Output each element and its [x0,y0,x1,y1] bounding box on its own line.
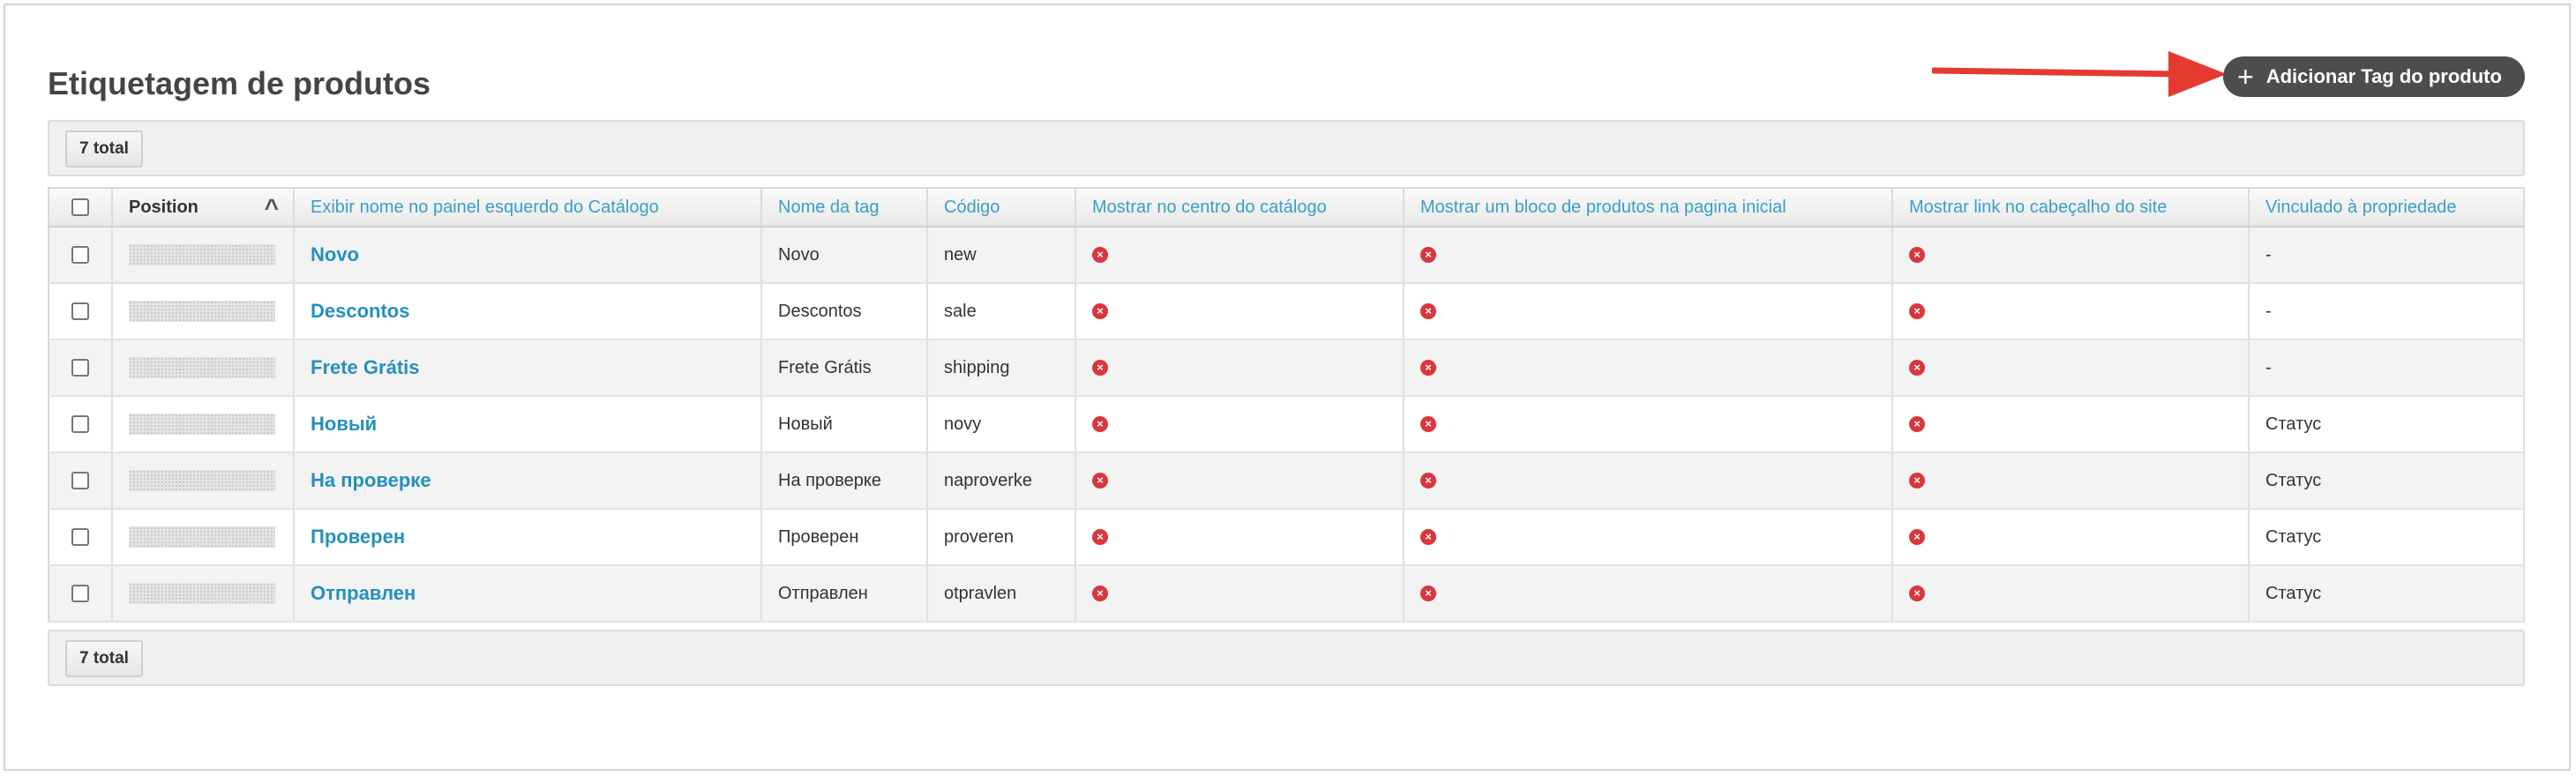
show-block-cell [1404,396,1892,452]
show-block-cell [1404,283,1892,340]
table-row [49,340,2524,396]
x-circle-icon[interactable]: × [1909,360,1925,376]
drag-handle-cell [112,283,294,340]
linked-property-cell: Статус [2249,452,2524,509]
show-center-cell [1075,283,1404,340]
row-checkbox[interactable] [71,472,89,489]
x-circle-icon[interactable]: × [1909,529,1925,545]
bottom-summary-bar [48,630,2525,686]
show-block-cell [1404,565,1892,622]
x-circle-icon[interactable]: × [1420,360,1436,376]
linked-property-cell: Статус [2249,396,2524,452]
column-show-block[interactable]: Mostrar um bloco de produtos na pagina inicial [1404,188,1892,227]
tag-display-link[interactable]: Descontos [311,300,410,322]
x-circle-icon[interactable]: × [1420,586,1436,601]
tag-display-link[interactable]: Отправлен [311,582,416,604]
show-center-cell [1075,452,1404,509]
column-linked-property[interactable]: Vinculado à propriedade [2249,188,2524,227]
tag-name-cell: Новый [761,396,927,452]
show-center-cell [1075,565,1404,622]
drag-handle[interactable] [129,244,275,265]
display-name-cell [294,452,761,509]
column-position[interactable] [112,188,294,227]
row-select-cell [49,509,112,565]
drag-handle-cell [112,509,294,565]
row-checkbox[interactable] [71,415,89,433]
display-name-cell [294,565,761,622]
row-checkbox[interactable] [71,359,89,377]
show-center-cell [1075,396,1404,452]
linked-property-cell: - [2249,340,2524,396]
drag-handle-cell [112,565,294,622]
x-circle-icon[interactable]: × [1092,416,1108,432]
drag-handle[interactable] [129,526,275,548]
x-circle-icon[interactable]: × [1420,529,1436,545]
code-cell: proveren [927,509,1075,565]
x-circle-icon[interactable]: × [1420,303,1436,319]
row-checkbox[interactable] [71,528,89,546]
table-row [49,396,2524,452]
row-checkbox[interactable] [71,585,89,602]
display-name-cell [294,396,761,452]
x-circle-icon[interactable]: × [1420,473,1436,489]
tag-name-cell: Descontos [761,283,927,340]
x-circle-icon[interactable]: × [1909,586,1925,601]
column-show-header[interactable]: Mostrar link no cabeçalho do site [1892,188,2249,227]
add-product-tag-button[interactable] [2223,56,2525,97]
row-select-cell [49,396,112,452]
drag-handle[interactable] [129,301,275,322]
show-center-cell [1075,340,1404,396]
code-cell: novy [927,396,1075,452]
x-circle-icon[interactable]: × [1909,303,1925,319]
code-cell: naproverke [927,452,1075,509]
x-circle-icon[interactable]: × [1909,247,1925,263]
x-circle-icon[interactable]: × [1092,586,1108,601]
column-position-label: Position [129,197,198,217]
x-circle-icon[interactable]: × [1092,247,1108,263]
x-circle-icon[interactable]: × [1420,247,1436,263]
annotation-arrow [1932,46,2232,99]
table-row [49,565,2524,622]
show-header-cell [1892,565,2249,622]
column-show-center[interactable]: Mostrar no centro do catálogo [1075,188,1404,227]
display-name-cell [294,227,761,283]
row-select-cell [49,227,112,283]
tag-name-cell: Frete Grátis [761,340,927,396]
show-center-cell [1075,227,1404,283]
add-product-tag-label: Adicionar Tag do produto [2265,65,2502,87]
code-cell: new [927,227,1075,283]
tag-display-link[interactable]: На проверке [311,469,431,491]
column-tag-name[interactable]: Nome da tag [761,188,927,227]
drag-handle[interactable] [129,414,275,435]
drag-handle-cell [112,452,294,509]
tag-name-cell: Проверен [761,509,927,565]
linked-property-cell: Статус [2249,565,2524,622]
x-circle-icon[interactable]: × [1092,303,1108,319]
total-count-badge: 7 total [65,131,143,168]
x-circle-icon[interactable]: × [1092,360,1108,376]
table-header-row [49,188,2524,227]
show-header-cell [1892,340,2249,396]
x-circle-icon[interactable]: × [1092,529,1108,545]
sort-asc-icon[interactable]: ^ [264,194,279,221]
row-select-cell [49,340,112,396]
tag-display-link[interactable]: Frete Grátis [311,356,420,378]
show-block-cell [1404,227,1892,283]
show-block-cell [1404,452,1892,509]
linked-property-cell: - [2249,283,2524,340]
select-all-checkbox[interactable] [71,198,89,216]
code-cell: otpravlen [927,565,1075,622]
x-circle-icon[interactable]: × [1420,416,1436,432]
code-cell: sale [927,283,1075,340]
show-header-cell [1892,227,2249,283]
display-name-cell [294,340,761,396]
x-circle-icon[interactable]: × [1909,416,1925,432]
x-circle-icon[interactable]: × [1909,473,1925,489]
show-header-cell [1892,283,2249,340]
show-block-cell [1404,509,1892,565]
drag-handle-cell [112,340,294,396]
column-code[interactable]: Código [927,188,1075,227]
tag-display-link[interactable]: Novo [311,243,359,265]
product-tags-table [48,187,2525,623]
table-row [49,283,2524,340]
select-all-cell [49,188,112,227]
drag-handle[interactable] [129,583,275,604]
x-circle-icon[interactable]: × [1092,473,1108,489]
linked-property-cell: - [2249,227,2524,283]
show-header-cell [1892,452,2249,509]
table-row [49,509,2524,565]
plus-icon: + [2237,61,2254,93]
table-row [49,452,2524,509]
table-row [49,227,2524,283]
drag-handle-cell [112,227,294,283]
show-header-cell [1892,509,2249,565]
code-cell: shipping [927,340,1075,396]
show-header-cell [1892,396,2249,452]
column-display-name[interactable]: Exibir nome no painel esquerdo do Catálogo [294,188,761,227]
display-name-cell [294,509,761,565]
top-summary-bar [48,120,2525,176]
page-title: Etiquetagem de produtos [48,65,431,101]
row-checkbox[interactable] [71,246,89,264]
drag-handle[interactable] [129,357,275,378]
row-checkbox[interactable] [71,302,89,320]
tag-display-link[interactable]: Проверен [311,526,406,548]
tag-name-cell: Отправлен [761,565,927,622]
row-select-cell [49,283,112,340]
tag-display-link[interactable]: Новый [311,413,378,435]
show-block-cell [1404,340,1892,396]
show-center-cell [1075,509,1404,565]
row-select-cell [49,452,112,509]
display-name-cell [294,283,761,340]
tag-name-cell: Novo [761,227,927,283]
row-select-cell [49,565,112,622]
drag-handle-cell [112,396,294,452]
tag-name-cell: На проверке [761,452,927,509]
total-count-badge: 7 total [65,640,143,677]
drag-handle[interactable] [129,470,275,491]
linked-property-cell: Статус [2249,509,2524,565]
